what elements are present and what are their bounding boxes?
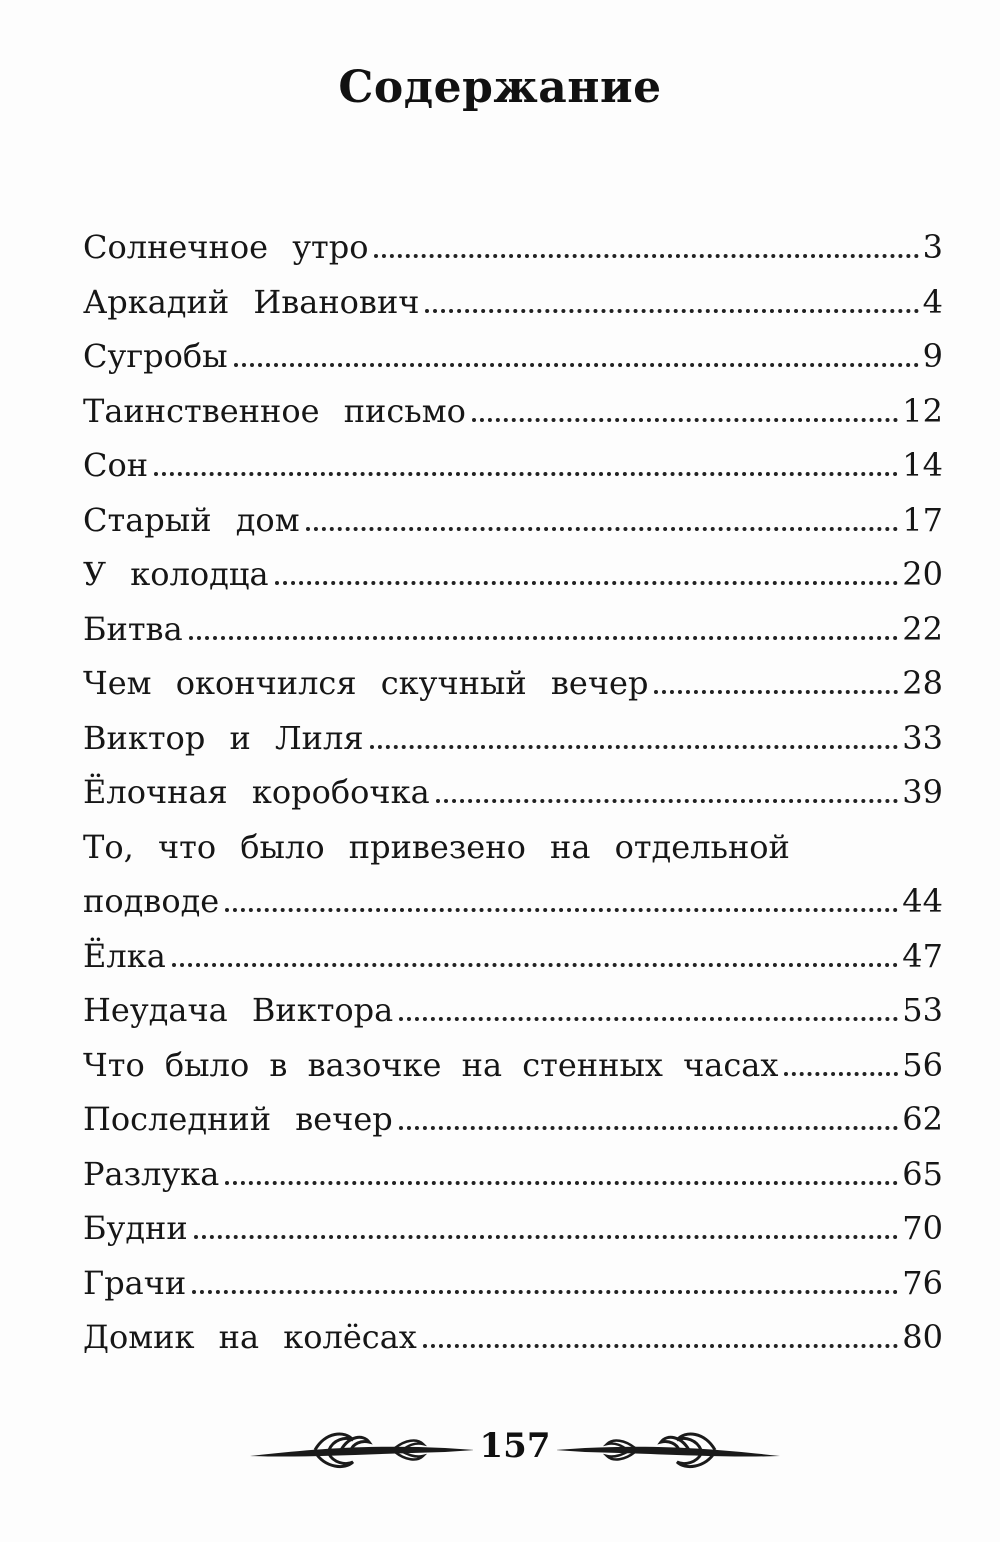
dot-leader: [225, 902, 898, 912]
toc-entry-title-line1[interactable]: То, что было привезено на отдельной: [83, 827, 790, 866]
toc-entry[interactable]: [83, 1100, 943, 1155]
toc-entry-page: 17: [902, 500, 943, 539]
toc-entry-page: 39: [902, 773, 943, 811]
toc-entry-title: Будни: [83, 1209, 188, 1247]
page-title: Содержание: [338, 62, 662, 113]
toc-entry[interactable]: [83, 991, 943, 1046]
toc-entry-title: Грачи: [83, 1263, 187, 1302]
toc-entry-title: Домик на колёсах: [83, 1318, 417, 1356]
toc-entry[interactable]: [83, 719, 943, 774]
toc-entry-title: Битва: [83, 609, 183, 648]
toc-entry-page: 22: [902, 609, 943, 648]
table-of-contents: [83, 228, 943, 1373]
dot-leader: [423, 1338, 898, 1348]
page-footer-ornament: [245, 1420, 785, 1480]
toc-entry-page: 62: [902, 1100, 943, 1138]
toc-entry-title: Старый дом: [83, 500, 300, 539]
toc-entry[interactable]: [83, 501, 943, 556]
toc-entry[interactable]: [83, 664, 943, 719]
toc-entry-title: Последний вечер: [83, 1100, 393, 1138]
toc-entry-title: Виктор и Лиля: [83, 718, 364, 757]
page-number: 157: [479, 1426, 551, 1466]
toc-entry-title: Сугробы: [83, 337, 228, 375]
toc-entry[interactable]: [83, 1155, 943, 1210]
dot-leader: [192, 1284, 898, 1294]
toc-entry-page: 3: [922, 228, 943, 266]
toc-entry-title-line2: подводе: [83, 882, 220, 920]
toc-entry-title: Разлука: [83, 1154, 220, 1193]
toc-entry-page: 53: [902, 991, 943, 1029]
dot-leader: [399, 1120, 899, 1130]
toc-entry[interactable]: [83, 555, 943, 610]
toc-entry-title: Таинственное письмо: [83, 391, 466, 430]
toc-entry-title: Солнечное утро: [83, 228, 369, 266]
dot-leader: [436, 793, 899, 803]
toc-entry-title: Ёлка: [83, 936, 166, 975]
dot-leader: [306, 521, 899, 531]
toc-entry-page: 47: [902, 936, 943, 975]
toc-entry-page: 76: [902, 1263, 943, 1302]
toc-entry-page: 9: [922, 337, 943, 375]
toc-entry[interactable]: [83, 937, 943, 992]
toc-entry[interactable]: [83, 1264, 943, 1319]
toc-entry[interactable]: [83, 773, 943, 828]
dot-leader: [234, 357, 919, 367]
toc-entry-page: 28: [902, 664, 943, 702]
toc-entry-page: 20: [902, 555, 943, 593]
dot-leader: [370, 739, 899, 749]
toc-entry[interactable]: [83, 228, 943, 283]
toc-entry[interactable]: [83, 337, 943, 392]
toc-entry[interactable]: [83, 610, 943, 665]
toc-entry[interactable]: [83, 283, 943, 338]
dot-leader: [472, 412, 898, 422]
dot-leader: [172, 957, 899, 967]
toc-entry-page: 70: [902, 1209, 943, 1247]
toc-entry-title: Чем окончился скучный вечер: [83, 664, 649, 702]
dot-leader: [374, 248, 918, 258]
toc-entry-title: Что было в вазочке на стенных часах: [83, 1045, 779, 1084]
toc-entry-title: У колодца: [83, 555, 269, 593]
toc-entry-page: 14: [902, 446, 943, 484]
toc-entry[interactable]: [83, 1318, 943, 1373]
toc-entry-title: Сон: [83, 446, 149, 484]
toc-entry-page: 44: [902, 882, 943, 920]
toc-entry-page: 65: [902, 1154, 943, 1193]
toc-entry[interactable]: [83, 1046, 943, 1101]
toc-entry[interactable]: [83, 446, 943, 501]
toc-entry[interactable]: [83, 1209, 943, 1264]
toc-entry-page: 12: [902, 391, 943, 430]
toc-entry-title: Неудача Виктора: [83, 991, 394, 1029]
dot-leader: [275, 575, 899, 585]
toc-entry-title: Аркадий Иванович: [83, 282, 420, 321]
toc-entry-title: Ёлочная коробочка: [83, 773, 430, 811]
toc-entry-page: 4: [922, 282, 943, 321]
dot-leader: [225, 1175, 898, 1185]
dot-leader: [189, 630, 899, 640]
toc-entry-page: 80: [902, 1318, 943, 1356]
dot-leader: [194, 1229, 899, 1239]
toc-entry[interactable]: [83, 882, 943, 937]
dot-leader: [399, 1011, 898, 1021]
dot-leader: [425, 303, 918, 313]
toc-entry-page: 33: [902, 718, 943, 757]
toc-entry-page: 56: [902, 1045, 943, 1084]
dot-leader: [154, 466, 898, 476]
dot-leader: [654, 684, 898, 694]
toc-entry[interactable]: [83, 392, 943, 447]
dot-leader: [784, 1066, 898, 1076]
